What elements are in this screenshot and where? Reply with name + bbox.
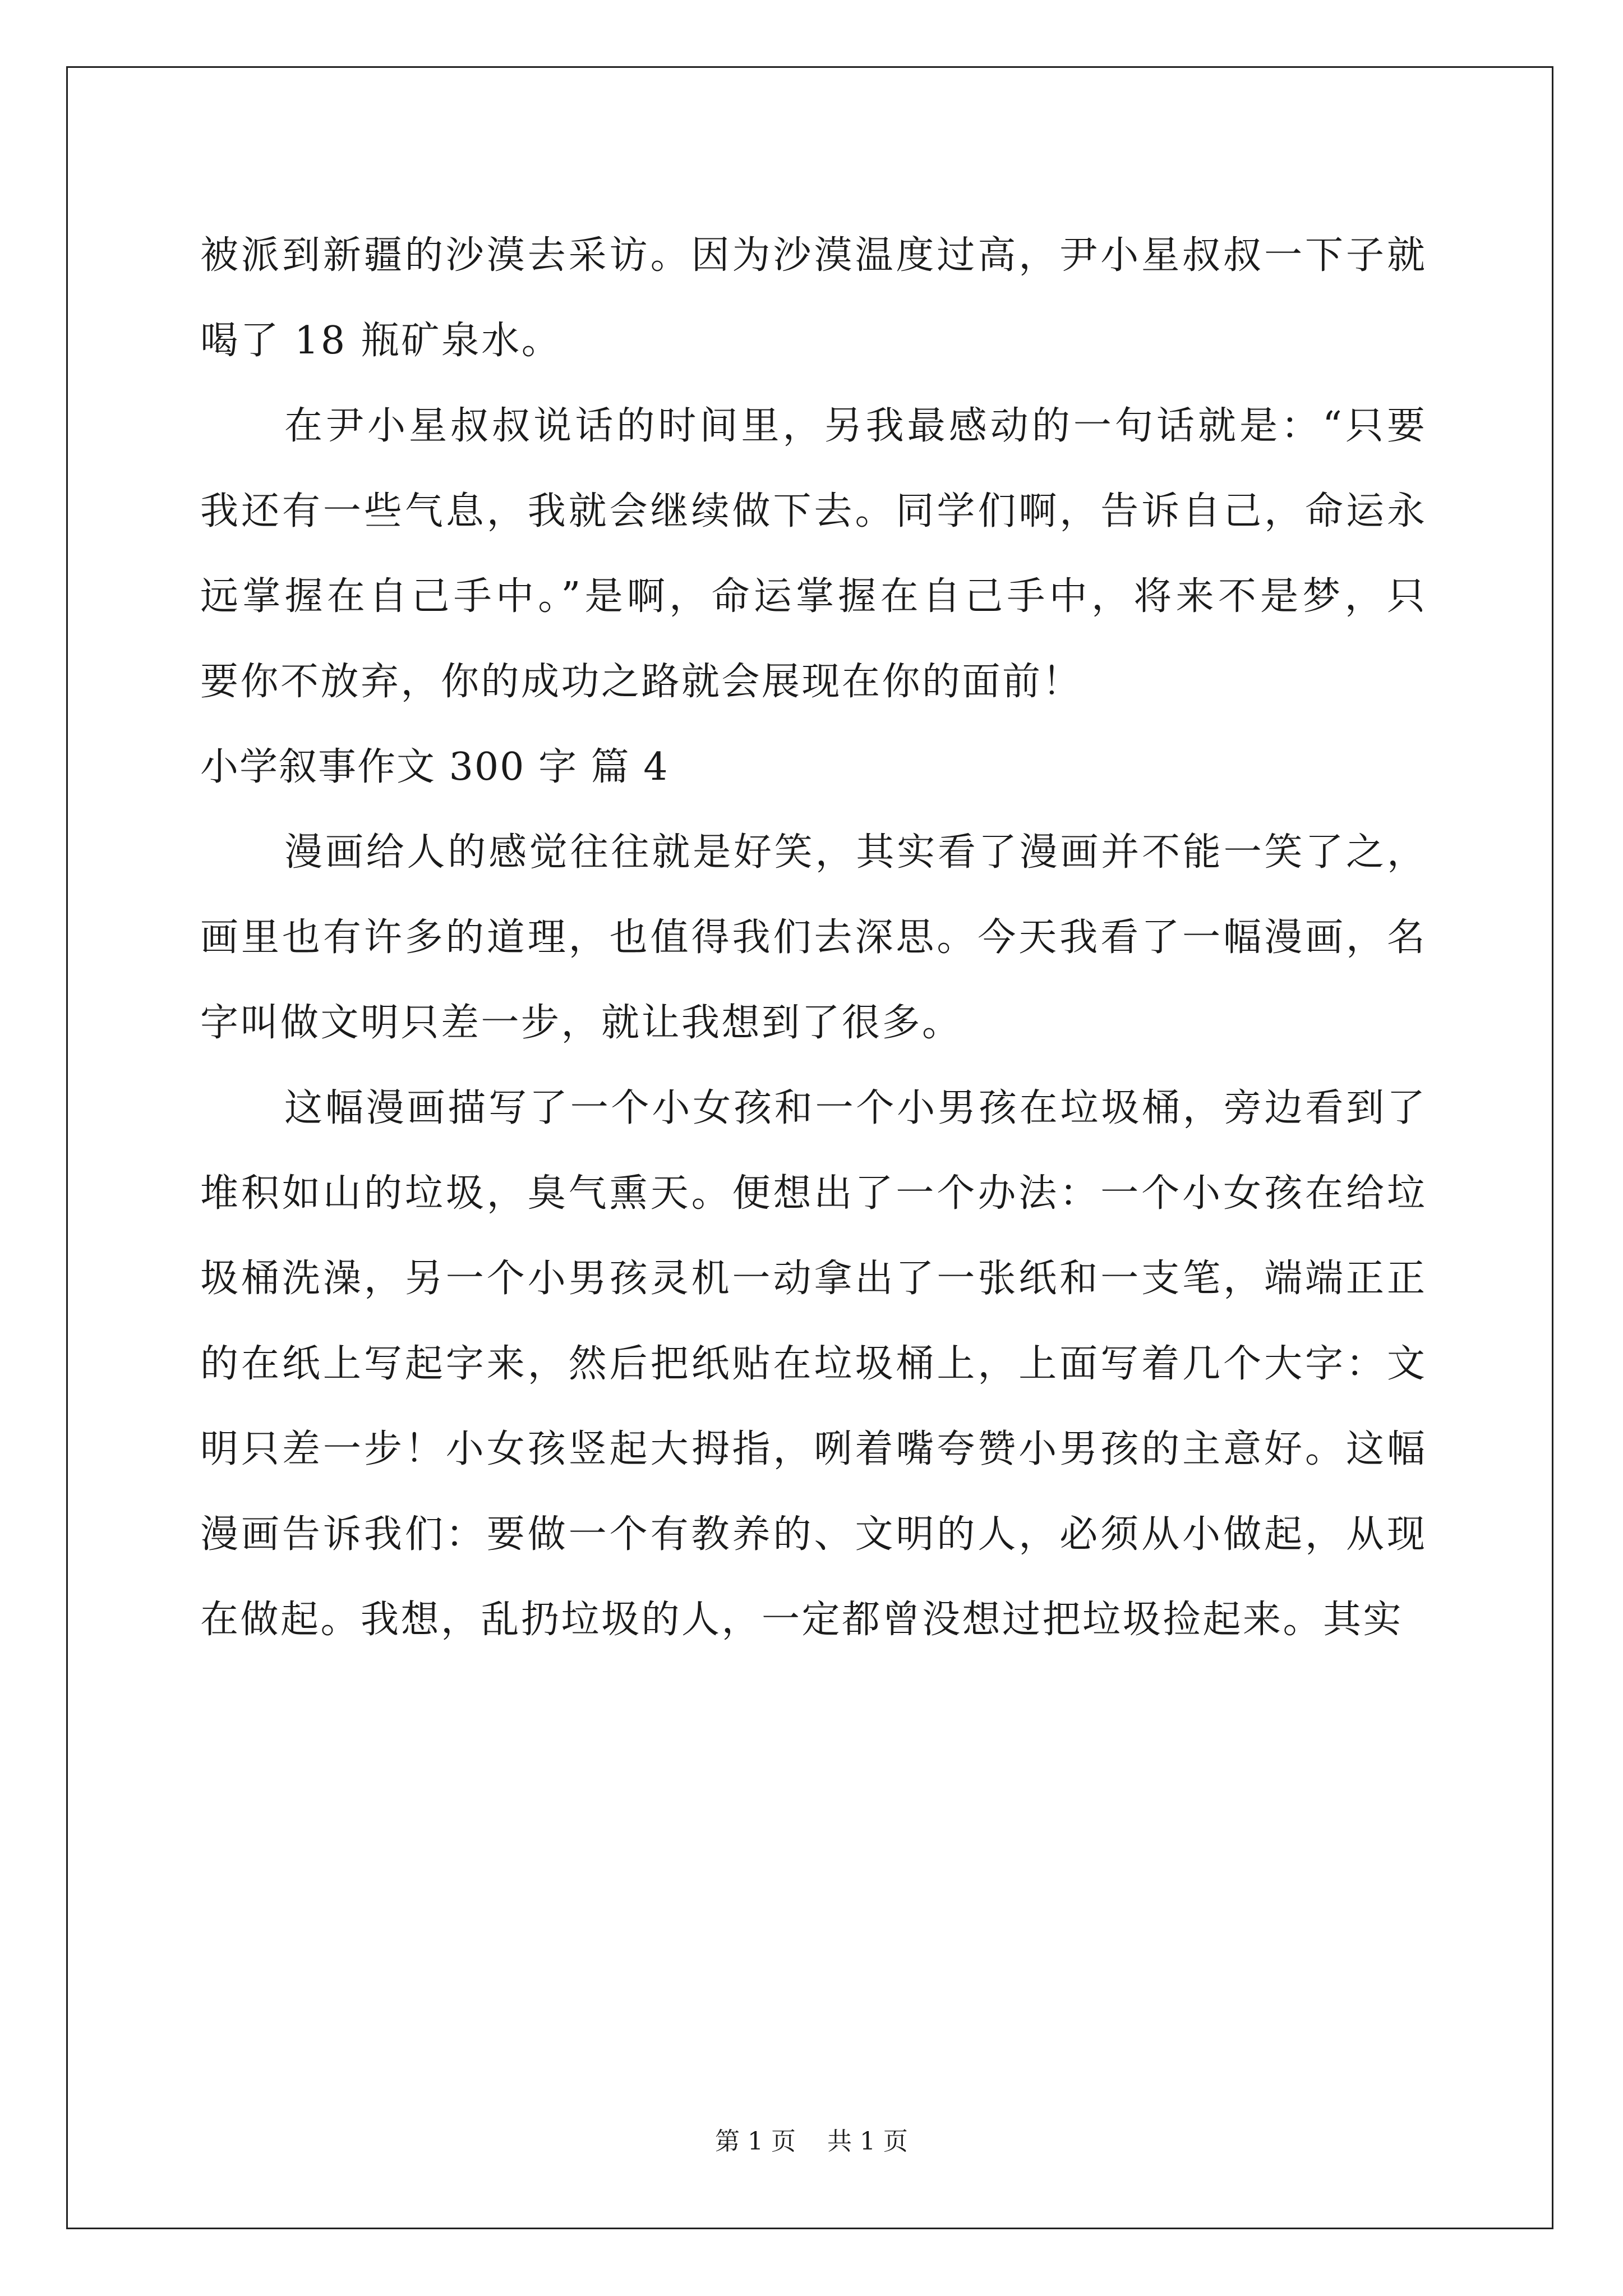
paragraph: [200, 384, 1425, 725]
text-line: 远掌握在自己手中。”是啊，命运掌握在自己手中，将来不是梦，只: [200, 574, 1425, 619]
section-heading: 小学叙事作文 300 字 篇 4: [200, 745, 669, 789]
text-line: 画里也有许多的道理，也值得我们去深思。今天我看了一幅漫画，名: [200, 915, 1425, 960]
paragraph: [200, 1066, 1425, 1663]
text-line: 在做起。我想，乱扔垃圾的人，一定都曾没想过把垃圾捡起来。其实: [200, 1598, 1404, 1642]
paragraph: [200, 810, 1425, 1066]
text-line: 堆积如山的垃圾，臭气熏天。便想出了一个办法：一个小女孩在给垃: [200, 1171, 1425, 1216]
text-line: 字叫做文明只差一步，就让我想到了很多。: [200, 1001, 962, 1045]
paragraph: [200, 213, 1425, 384]
text-line: 明只差一步！小女孩竖起大拇指，咧着嘴夸赞小男孩的主意好。这幅: [200, 1427, 1425, 1471]
text-line: 圾桶洗澡，另一个小男孩灵机一动拿出了一张纸和一支笔，端端正正: [200, 1257, 1425, 1301]
text-line: 这幅漫画描写了一个小女孩和一个小男孩在垃圾桶，旁边看到了: [284, 1086, 1425, 1130]
document-body: [200, 213, 1425, 1663]
text-line: 要你不放弃，你的成功之路就会展现在你的面前！: [200, 660, 1083, 704]
text-line: 我还有一些气息，我就会继续做下去。同学们啊，告诉自己，命运永: [200, 489, 1425, 533]
text-line: 漫画给人的感觉往往就是好笑，其实看了漫画并不能一笑了之，: [284, 830, 1425, 875]
text-line: 的在纸上写起字来，然后把纸贴在垃圾桶上，上面写着几个大字：文: [200, 1342, 1425, 1386]
text-line: 在尹小星叔叔说话的时间里，另我最感动的一句话就是：“只要: [284, 404, 1425, 448]
text-line: 漫画告诉我们：要做一个有教养的、文明的人，必须从小做起，从现: [200, 1512, 1425, 1557]
text-line: 被派到新疆的沙漠去采访。因为沙漠温度过高，尹小星叔叔一下子就: [200, 233, 1425, 278]
text-line: 喝了 18 瓶矿泉水。: [200, 319, 562, 363]
page-footer: 第 1 页 共 1 页: [715, 2127, 908, 2156]
